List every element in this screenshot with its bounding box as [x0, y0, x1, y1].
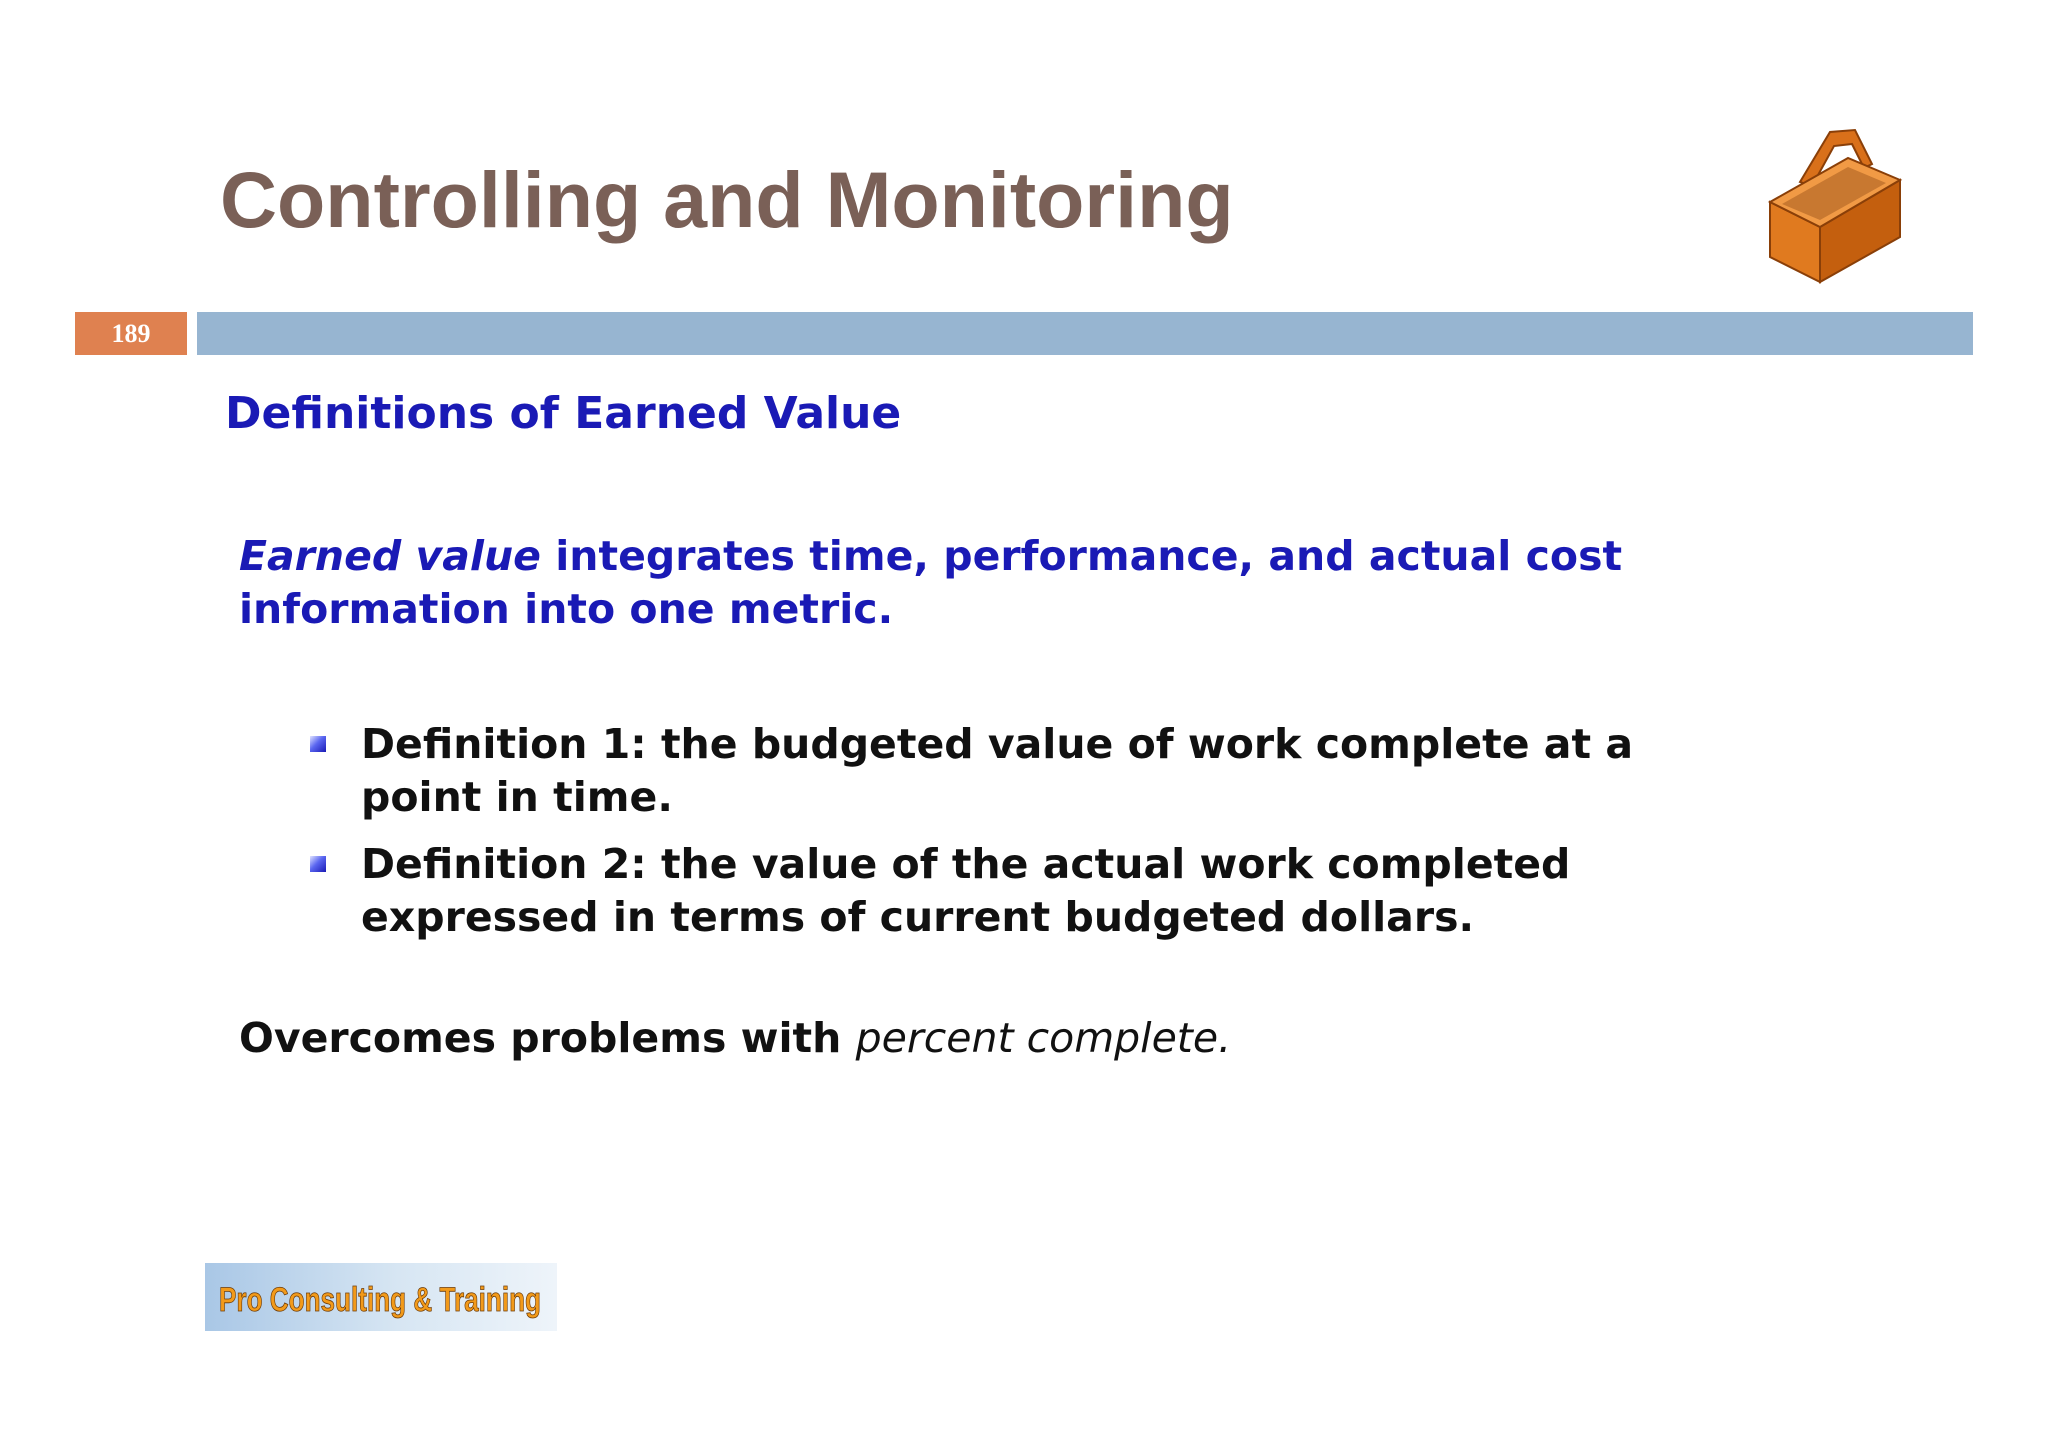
intro-term: Earned value: [239, 532, 541, 580]
closing-emphasis: percent complete.: [855, 1014, 1232, 1062]
definition-list: [0, 718, 2048, 958]
definition-text: Definition 2: the value of the actual work completed expressed in terms of current budgeted dollars.: [361, 840, 1571, 941]
list-item: [0, 718, 1661, 824]
definition-text: Definition 1: the budgeted value of work complete at a point in time.: [361, 720, 1633, 821]
section-subtitle: Definitions of Earned Value: [225, 388, 902, 439]
bullet-square-icon: [310, 856, 326, 872]
logo-text: Pro Consulting & Training: [219, 1281, 541, 1319]
bullet-square-icon: [310, 736, 326, 752]
closing-lead: Overcomes problems with: [239, 1014, 856, 1062]
header-rule-bar: [197, 312, 1973, 355]
slide-number: 189: [75, 312, 187, 355]
closing-statement: [239, 1012, 1231, 1065]
slide-title: Controlling and Monitoring: [220, 155, 1234, 244]
intro-text: integrates time, performance, and actual cost information into one metric.: [239, 532, 1623, 633]
company-logo: [205, 1263, 557, 1331]
toolbox-icon: [1760, 122, 1910, 292]
list-item: [0, 838, 1661, 944]
intro-paragraph: [239, 530, 1679, 636]
